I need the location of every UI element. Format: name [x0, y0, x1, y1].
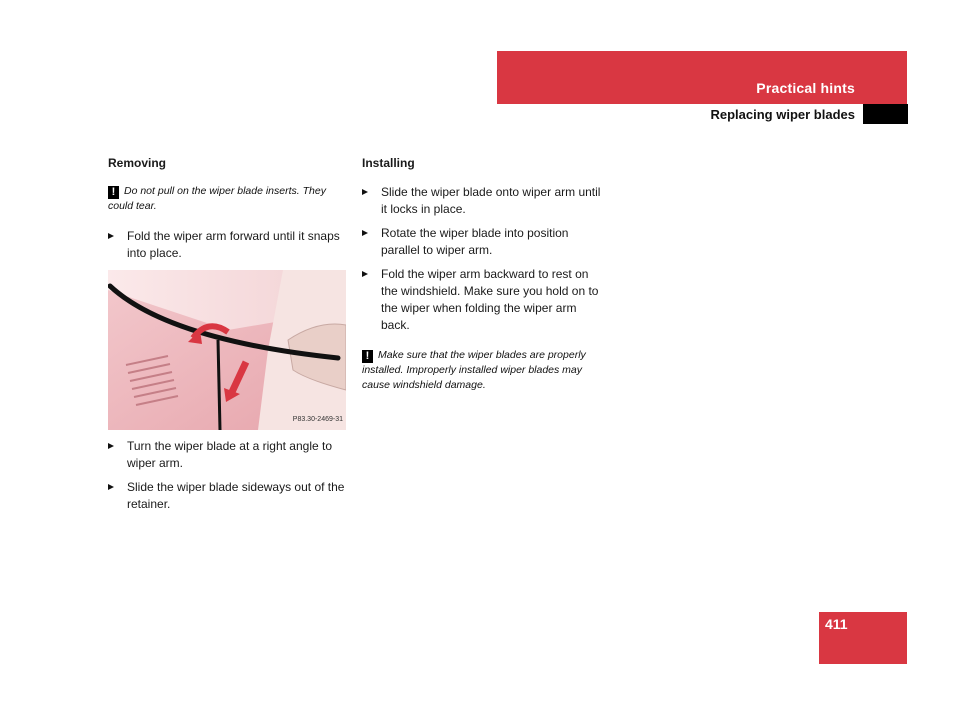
installing-step-text: Fold the wiper arm backward to rest on the windshield. Make sure you hold on to the wiper when folding the wiper arm back. [381, 267, 599, 332]
removing-step [108, 438, 348, 472]
page-number-box [819, 612, 907, 664]
removing-step-text: Fold the wiper arm forward until it snaps into place. [127, 229, 340, 260]
installing-heading: Installing [362, 156, 415, 170]
page-number: 411 [825, 616, 848, 632]
warning-icon: ! [108, 186, 119, 199]
section-title: Practical hints [756, 80, 855, 96]
wiper-arm-illustration [108, 270, 346, 430]
removing-step-text: Turn the wiper blade at a right angle to wiper arm. [127, 439, 333, 470]
wiper-photo-graphic [108, 270, 346, 430]
warning-icon: ! [362, 350, 373, 363]
installing-step [362, 184, 602, 218]
subsection-tab-marker [863, 104, 908, 124]
removing-warning-text: Do not pull on the wiper blade inserts. They could tear. [108, 185, 326, 212]
triangle-bullet-icon [362, 230, 368, 236]
triangle-bullet-icon [362, 271, 368, 277]
removing-step [108, 228, 348, 262]
removing-step-text: Slide the wiper blade sideways out of the retainer. [127, 480, 345, 511]
triangle-bullet-icon [108, 443, 114, 449]
triangle-bullet-icon [108, 484, 114, 490]
installing-step-text: Slide the wiper blade onto wiper arm until it locks in place. [381, 185, 601, 216]
removing-warning [108, 184, 348, 214]
installing-step [362, 225, 602, 259]
installing-step [362, 266, 602, 334]
installing-column [362, 155, 602, 407]
removing-step [108, 479, 348, 513]
installing-warning-text: Make sure that the wiper blades are properly installed. Improperly installed wiper blades may cause windshield damage. [362, 349, 586, 391]
subsection-title: Replacing wiper blades [710, 107, 855, 122]
installing-warning [362, 348, 602, 393]
installing-step-text: Rotate the wiper blade into position parallel to wiper arm. [381, 226, 569, 257]
removing-heading: Removing [108, 156, 167, 170]
triangle-bullet-icon [108, 233, 114, 239]
triangle-bullet-icon [362, 189, 368, 195]
section-header-band [497, 51, 907, 104]
removing-column [108, 155, 348, 520]
figure-code: P83.30-2469-31 [292, 416, 343, 423]
